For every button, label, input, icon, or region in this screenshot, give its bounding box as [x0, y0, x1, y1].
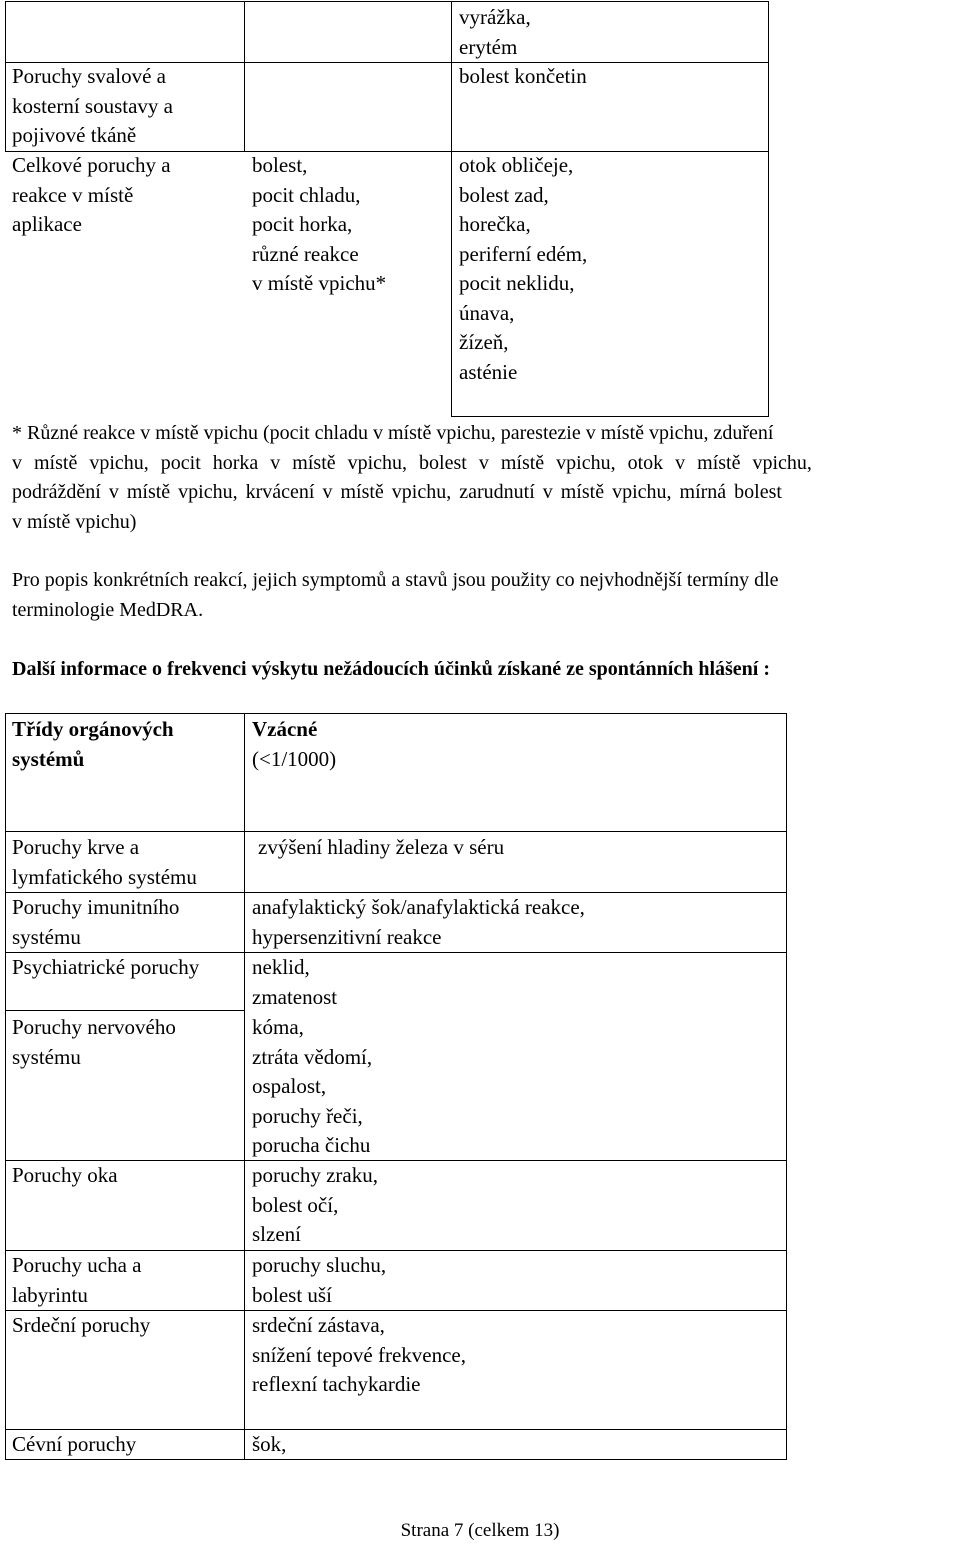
table-1-effects-cell: otok obličeje, bolest zad, horečka, periferní edém, pocit neklidu, únava, žízeň, asténie: [459, 153, 588, 384]
table-2-left-border: [5, 713, 6, 1460]
section-heading: Další informace o frekvenci výskytu nežádoucích účinků získané ze spontánních hlášení :: [12, 658, 771, 680]
table-2-organ-class-cell: Poruchy krve a lymfatického systému: [12, 835, 197, 889]
table-1-top-border: [5, 1, 768, 2]
table-2-row-divider: [5, 1010, 245, 1011]
table-2-effects-cell: anafylaktický šok/anafylaktická reakce, hypersenzitivní reakce: [252, 895, 585, 949]
footnote: [12, 419, 956, 537]
table-2-organ-class-cell: Psychiatrické poruchy: [12, 955, 200, 979]
table-1-organ-class-cell: Poruchy svalové a kosterní soustavy a pojivové tkáně: [12, 64, 173, 147]
table-2-top-border: [5, 713, 787, 714]
footnote-line: v místě vpichu, pocit horka v místě vpichu, bolest v místě vpichu, otok v místě vpichu,: [12, 451, 812, 474]
table-1-organ-class-cell: Celkové poruchy a reakce v místě aplikace: [12, 153, 171, 236]
table-2-header-divider: [5, 831, 787, 832]
table-2-organ-class-cell: Srdeční poruchy: [12, 1313, 151, 1337]
table-1-effects-cell: bolest končetin: [459, 64, 587, 88]
table-2-organ-class-cell: Poruchy oka: [12, 1163, 118, 1187]
table-1-bottom-border: [452, 416, 768, 417]
page-footer: Strana 7 (celkem 13): [400, 1520, 560, 1541]
meddra-note: [12, 566, 956, 625]
table-1-frequency-cell: bolest, pocit chladu, pocit horka, různé reakce v místě vpichu*: [252, 153, 387, 295]
table-2-effects-cell: srdeční zástava, snížení tepové frekvence, reflexní tachykardie: [252, 1313, 466, 1396]
table-2-organ-class-cell: Cévní poruchy: [12, 1432, 137, 1456]
table-2-effects-cell: neklid, zmatenost: [252, 955, 338, 1009]
table-2-effects-cell: poruchy zraku, bolest očí, slzení: [252, 1163, 378, 1246]
table-1-left-border: [5, 1, 6, 152]
meddra-note-line: terminologie MedDRA.: [12, 598, 204, 621]
table-2-effects-cell: šok,: [252, 1432, 287, 1456]
table-2-header-frequency: Vzácné (<1/1000): [252, 717, 337, 771]
table-2-effects-cell: poruchy sluchu, bolest uší: [252, 1253, 387, 1307]
footnote-line: podráždění v místě vpichu, krvácení v místě vpichu, zarudnutí v místě vpichu, mírná bolest: [12, 481, 782, 503]
table-2-organ-class-cell: Poruchy ucha a labyrintu: [12, 1253, 142, 1307]
table-2-header-organ-class: Třídy orgánových systémů: [12, 717, 174, 771]
table-2-organ-class-cell: Poruchy nervového systému: [12, 1015, 176, 1069]
footnote-line: * Různé reakce v místě vpichu (pocit chladu v místě vpichu, parestezie v místě vpichu, zduření: [12, 422, 774, 444]
table-1-col-divider: [244, 1, 245, 152]
table-2-col-divider: [244, 713, 245, 1460]
table-1-col-divider: [451, 1, 452, 417]
table-2-effects-cell: kóma, ztráta vědomí, ospalost, poruchy řeči, porucha čichu: [252, 1015, 373, 1157]
table-2-effects-cell: zvýšení hladiny železa v séru: [258, 835, 505, 859]
table-1-right-border: [768, 1, 769, 417]
table-1-effects-cell: vyrážka, erytém: [459, 5, 531, 59]
table-2-right-border: [786, 713, 787, 1460]
footnote-line: v místě vpichu): [12, 510, 137, 533]
table-2-organ-class-cell: Poruchy imunitního systému: [12, 895, 180, 949]
meddra-note-line: Pro popis konkrétních reakcí, jejich symptomů a stavů jsou použity co nejvhodnější termíny dle: [12, 569, 779, 591]
table-2-row-divider: [5, 1160, 787, 1161]
